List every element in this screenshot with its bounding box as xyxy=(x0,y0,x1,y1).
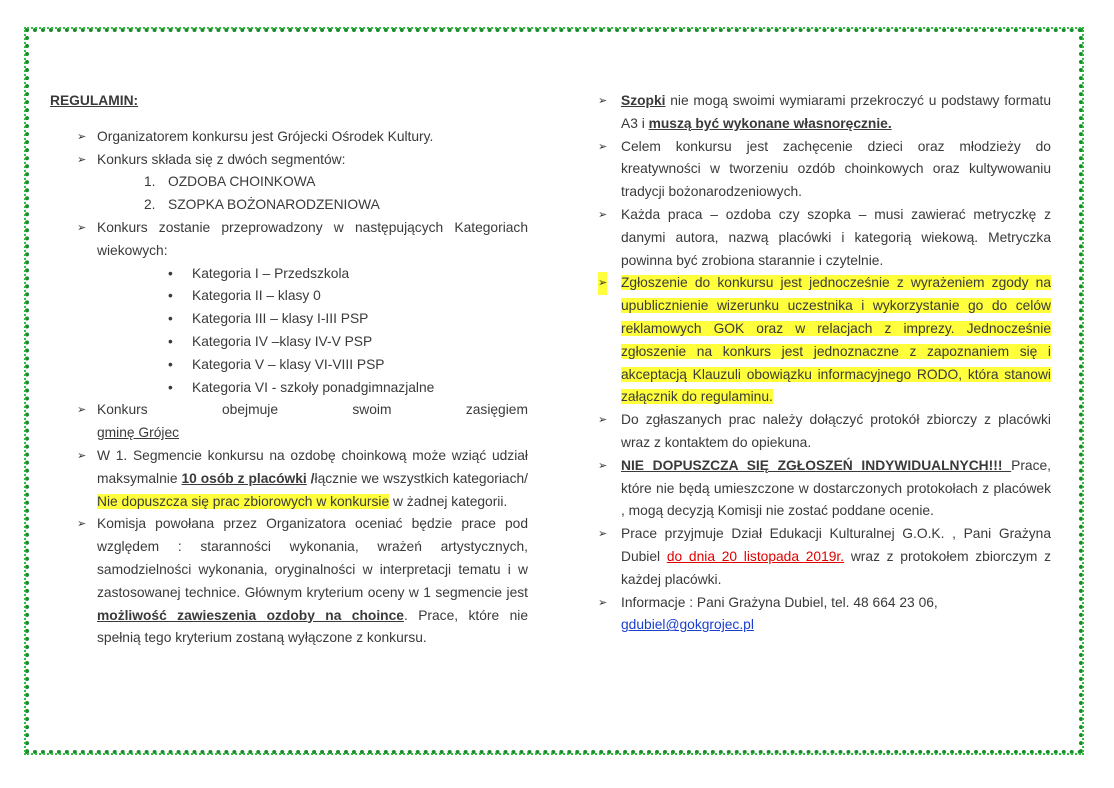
highlight-consent: Zgłoszenie do konkursu jest jednocześnie z wyrażeniem zgody na upublicznienie wizerunku uczestnika i wykorzystanie go do celów reklamowych GOK oraz w relacjach z imprezy. Jednocześnie zgłoszenie na konkurs jest jednoznaczne z zapoznaniem się i akceptacją Klauzuli obowiązku informacyjnego RODO, która stanowi załącznik do regulaminu. xyxy=(621,275,1051,405)
arrow-bullet-icon: ➢ xyxy=(77,518,87,531)
dot-bullet-icon: • xyxy=(168,379,173,395)
categories-intro-item: ➢ Konkurs zostanie przeprowadzony w następujących Kategoriach wiekowych: xyxy=(50,217,528,263)
dot-bullet-icon: • xyxy=(168,333,173,349)
arrow-bullet-icon: ➢ xyxy=(598,272,607,295)
no-individual-item: ➢ NIE DOPUSZCZA SIĘ ZGŁOSZEŃ INDYWIDUALNYCH!!! Prace, które nie będą umieszczone w dostarczonych protokołach z placówek , mogą decyzją Komisji nie zostać poddane ocenie. xyxy=(598,455,1051,523)
email-link[interactable]: gdubiel@gokgrojec.pl xyxy=(621,617,754,633)
acceptance-item: ➢ Prace przyjmuje Dział Edukacji Kulturalnej G.O.K. , Pani Grażyna Dubiel do dnia 20 listopada 2019r. wraz z protokołem zbiorczym z każdej placówki. xyxy=(598,523,1051,591)
deadline-date: do dnia 20 listopada 2019r. xyxy=(666,548,845,564)
arrow-bullet-icon: ➢ xyxy=(77,130,87,143)
segment1-rules-item: ➢ W 1. Segmencie konkursu na ozdobę choinkową może wziąć udział maksymalnie 10 osób z placówki /łącznie we wszystkich kategoriach/ Nie dopuszcza się prac zbiorowych w konkursie w żadnej kategorii. xyxy=(50,445,528,513)
goal-item: ➢ Celem konkursu jest zachęcenie dzieci oraz młodzieży do kreatywności w tworzeniu ozdób choinkowych oraz kultywowaniu tradycji bożonarodzeniowych. xyxy=(598,136,1051,204)
category-item: • Kategoria VI - szkoły ponadgimnazjalne xyxy=(50,377,528,400)
dot-bullet-icon: • xyxy=(168,288,173,304)
arrow-bullet-icon: ➢ xyxy=(77,153,87,166)
segments-intro-item: ➢ Konkurs składa się z dwóch segmentów: xyxy=(50,149,528,172)
category-item: • Kategoria III – klasy I-III PSP xyxy=(50,308,528,331)
info-item: ➢ Informacje : Pani Grażyna Dubiel, tel. 48 664 23 06, gdubiel@gokgrojec.pl xyxy=(598,592,1051,638)
dot-bullet-icon: • xyxy=(168,265,173,281)
category-item: • Kategoria IV –klasy IV-V PSP xyxy=(50,331,528,354)
arrow-bullet-icon: ➢ xyxy=(598,528,608,541)
protocol-item: ➢ Do zgłaszanych prac należy dołączyć protokół zbiorczy z placówki wraz z kontaktem do opiekuna. xyxy=(598,409,1051,455)
segment-item: 2. SZOPKA BOŻONARODZENIOWA xyxy=(144,197,380,213)
scope-line: Konkurs obejmuje swoim zasięgiem xyxy=(97,402,528,418)
arrow-bullet-icon: ➢ xyxy=(77,221,87,234)
label-rule-item: ➢ Każda praca – ozdoba czy szopka – musi zawierać metryczkę z danymi autora, nazwą placówki i kategorią wiekową. Metryczka powinna być zrobiona starannie i czytelnie. xyxy=(598,204,1051,272)
scope-item xyxy=(50,399,528,445)
segment-item: 1. OZDOBA CHOINKOWA xyxy=(144,174,316,190)
right-column xyxy=(598,90,1051,637)
arrow-bullet-icon: ➢ xyxy=(598,95,608,107)
scope-place: gminę Grójec xyxy=(97,425,180,441)
left-column xyxy=(50,90,528,650)
arrow-bullet-icon: ➢ xyxy=(598,596,608,609)
arrow-bullet-icon: ➢ xyxy=(77,404,87,417)
arrow-bullet-icon: ➢ xyxy=(598,140,608,153)
arrow-bullet-icon: ➢ xyxy=(598,208,608,221)
category-item: • Kategoria V – klasy VI-VIII PSP xyxy=(50,354,528,377)
page-title: REGULAMIN: xyxy=(50,93,139,108)
category-item: • Kategoria I – Przedszkola xyxy=(50,263,528,286)
jury-item: ➢ Komisja powołana przez Organizatora oceniać będzie prace pod względem : staranności wykonania, wrażeń artystycznych, samodzielności wykonania, oryginalności w interpretacji tematu i w zastosowanej technice. Głównym kryterium oceny w 1 segmencie jest możliwość zawieszenia ozdoby na choince. Prace, które nie spełnią tego kryterium zostaną wyłączone z konkursu. xyxy=(50,513,528,650)
dot-bullet-icon: • xyxy=(168,311,173,327)
arrow-bullet-icon: ➢ xyxy=(77,449,87,462)
dot-bullet-icon: • xyxy=(168,356,173,372)
organizer-item: ➢ Organizatorem konkursu jest Grójecki Ośrodek Kultury. xyxy=(50,126,528,149)
highlight-no-group-works: Nie dopuszcza się prac zbiorowych w konkursie xyxy=(97,493,390,509)
consent-item xyxy=(598,272,1051,409)
arrow-bullet-icon: ➢ xyxy=(598,459,608,472)
szopki-item: ➢ Szopki nie mogą swoimi wymiarami przekroczyć u podstawy formatu A3 i muszą być wykonane własnoręcznie. xyxy=(598,90,1051,136)
category-item: • Kategoria II – klasy 0 xyxy=(50,285,528,308)
arrow-bullet-icon: ➢ xyxy=(598,414,608,427)
